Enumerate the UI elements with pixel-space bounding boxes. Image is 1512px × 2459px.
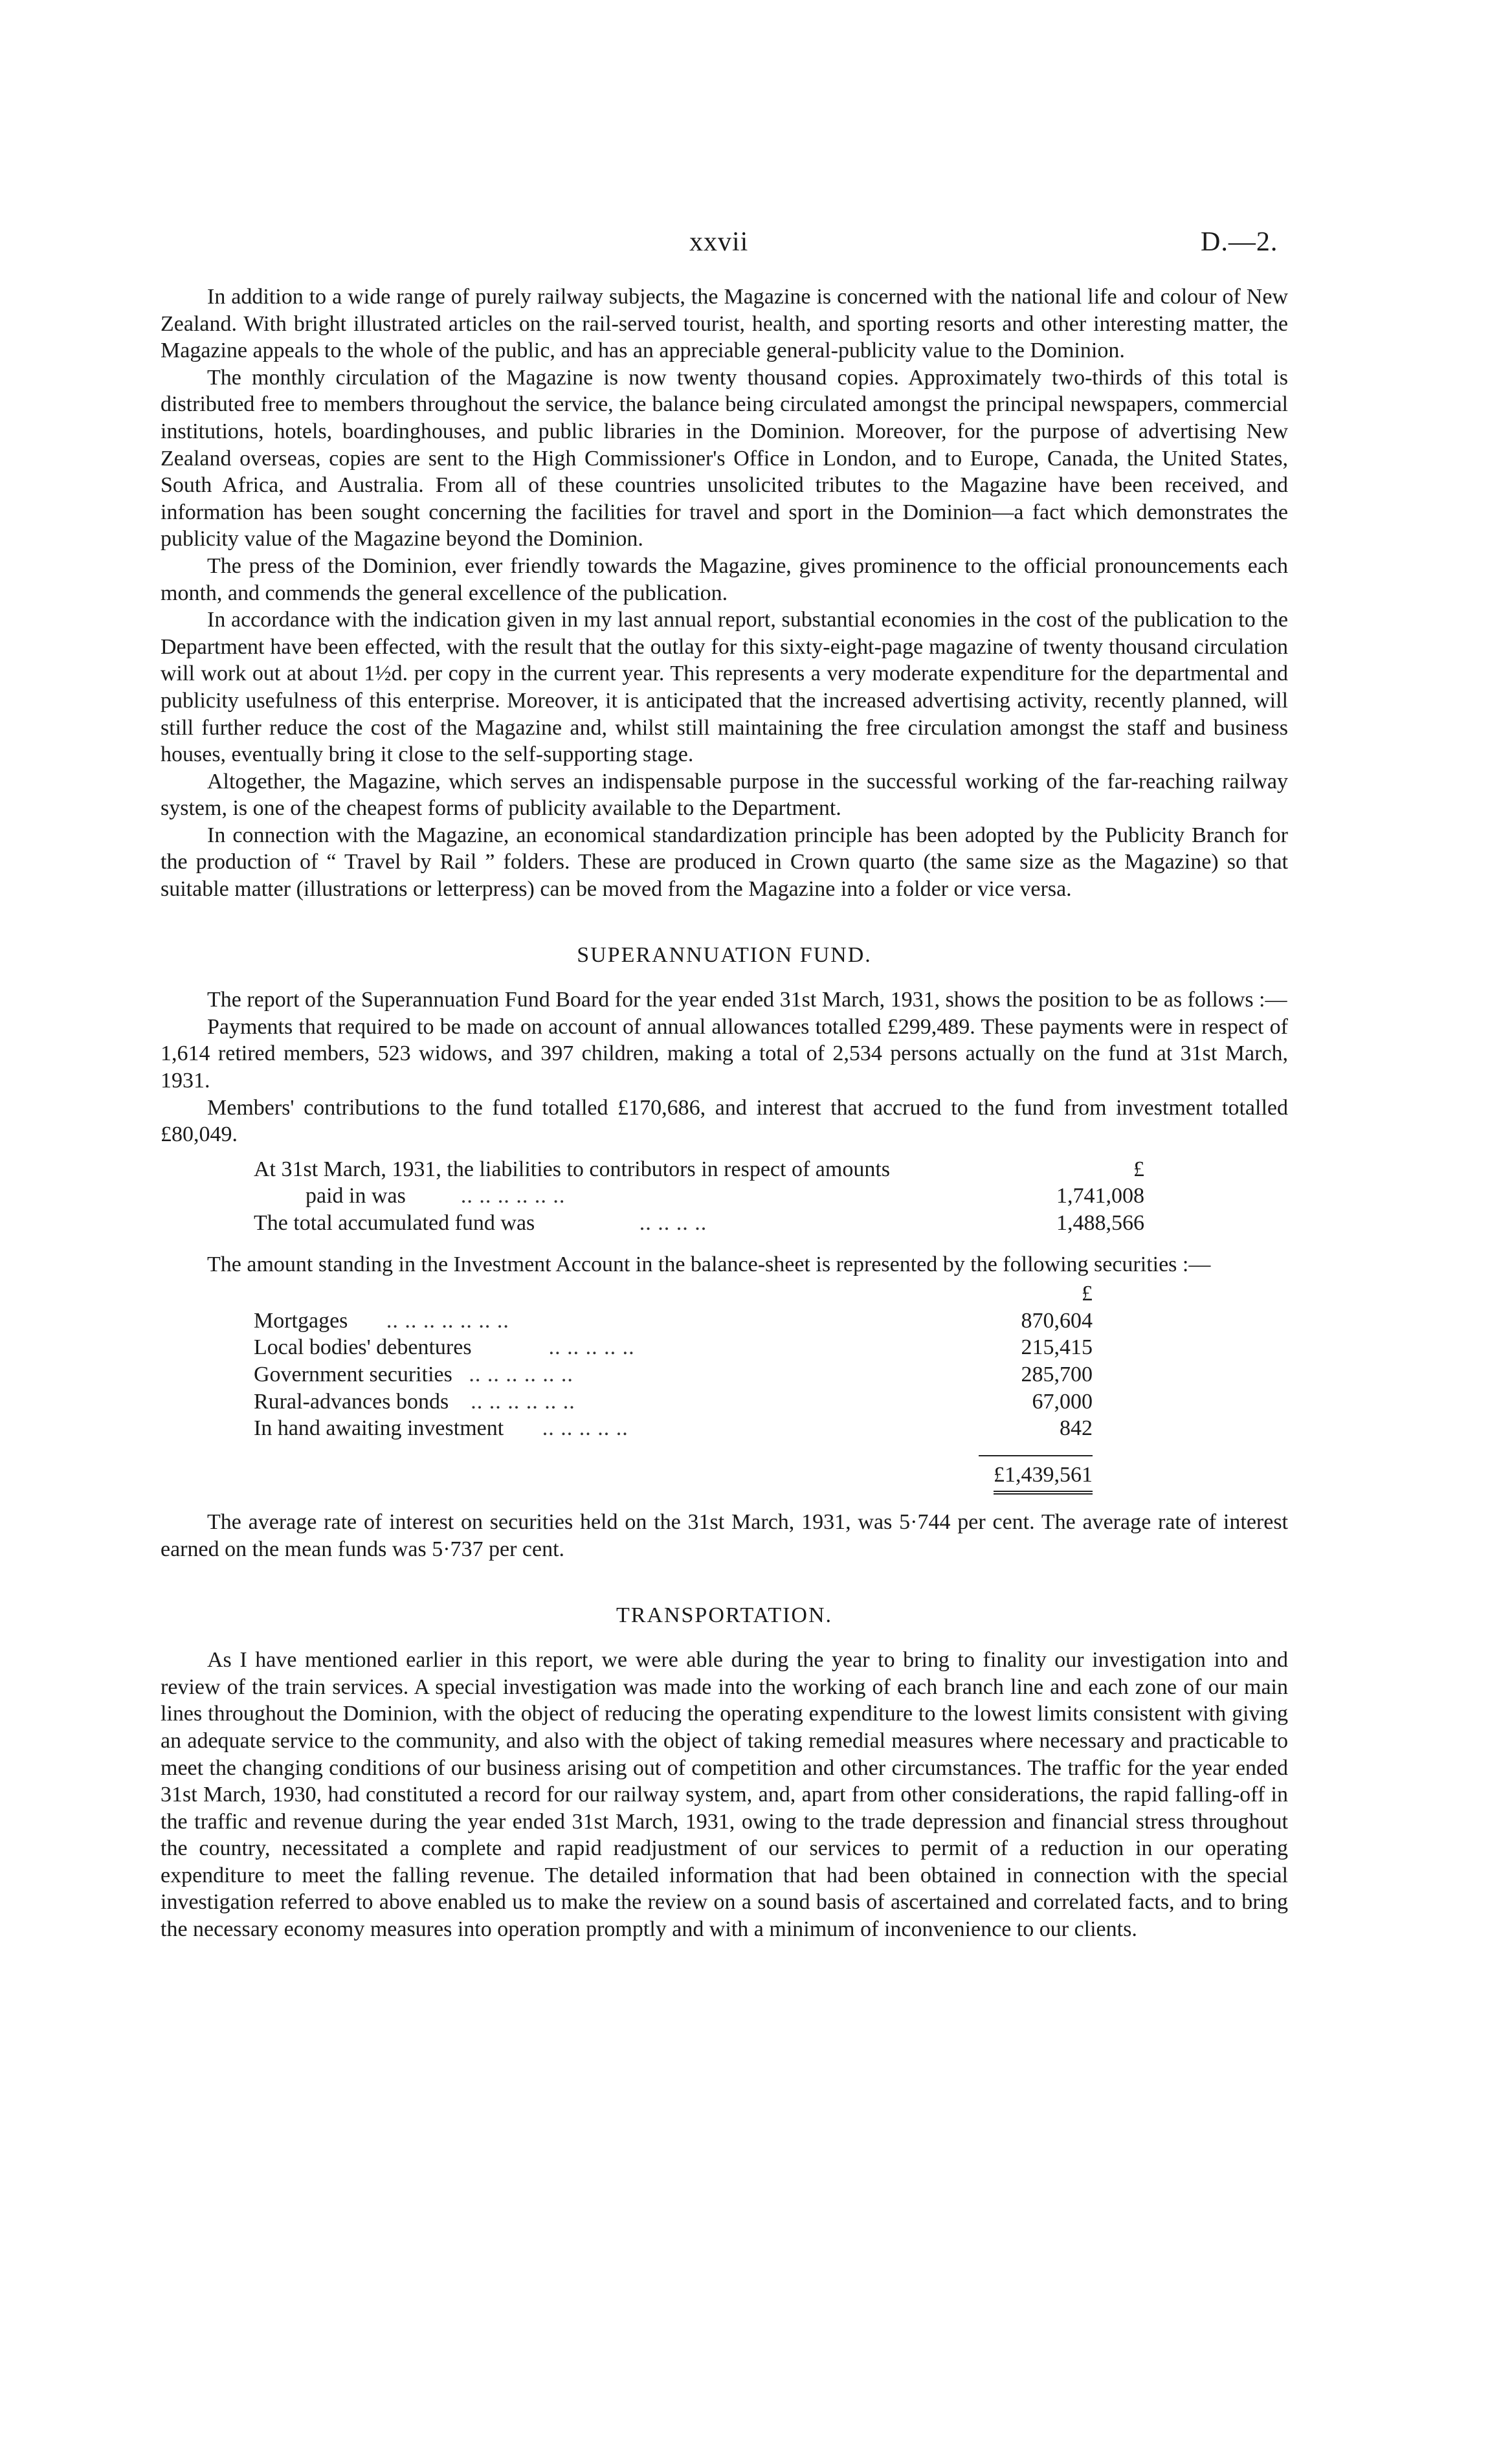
heading-transportation: TRANSPORTATION. — [616, 1603, 833, 1627]
page-number: xxvii — [689, 227, 749, 257]
security-label: Local bodies' debentures — [254, 1335, 472, 1360]
leader-dots: .. .. .. .. .. .. .. — [386, 1308, 509, 1333]
leader-dots: .. .. .. .. .. .. — [460, 1184, 566, 1208]
paragraph-average-interest: The average rate of interest on securities held on the 31st March, 1931, was 5·744 per cent. The average rate of interest earned on the mean funds was 5·737 per cent. — [161, 1510, 1288, 1561]
paragraph-magazine-press: The press of the Dominion, ever friendly towards the Magazine, gives prominence to the official pronouncements each month, and commends the general excellence of the publication. — [161, 553, 1288, 605]
security-label: Mortgages — [254, 1308, 348, 1333]
leader-dots: .. .. .. .. .. — [548, 1335, 635, 1360]
paragraph-magazine-standardization: In connection with the Magazine, an economical standardization principle has been adopted by the Publicity Branch for the production of “ Travel by Rail ” folders. These are produced in Crown quarto (the same size as the Magazine) so that suitable matter (illustrations or letterpress) can be moved from the Magazine into a folder or vice versa. — [161, 823, 1288, 902]
paragraph-superannuation-report: The report of the Superannuation Fund Board for the year ended 31st March, 1931, shows the position to be as follows :— — [207, 988, 1287, 1012]
table-row — [254, 1361, 1093, 1388]
document-body — [161, 284, 1288, 1943]
table-row — [254, 1307, 1093, 1335]
leader-dots: .. .. .. .. .. .. — [471, 1389, 575, 1414]
table-row — [254, 1334, 1093, 1361]
security-label: Rural-advances bonds — [254, 1389, 449, 1414]
heading-superannuation: SUPERANNUATION FUND. — [577, 942, 872, 967]
security-label: Government securities — [254, 1362, 452, 1386]
liabilities-table — [254, 1156, 1144, 1237]
currency-header: £ — [1082, 1282, 1093, 1306]
security-amount: 215,415 — [1021, 1335, 1093, 1360]
security-label: In hand awaiting investment — [254, 1416, 504, 1441]
liabilities-amount: 1,741,008 — [1056, 1184, 1144, 1208]
paragraph-magazine-intro: In addition to a wide range of purely railway subjects, the Magazine is concerned with the national life and colour of New Zealand. With bright illustrated articles on the rail-served tourist, health, and sporting resorts and other interesting matter, the Magazine appeals to the whole of the public, and has an appreciable general-publicity value to the Dominion. — [161, 285, 1288, 363]
table-row — [254, 1415, 1093, 1442]
total-row — [254, 1456, 1093, 1495]
paragraph-magazine-publicity: Altogether, the Magazine, which serves an indispensable purpose in the successful working of the far-reaching railway system, is one of the cheapest forms of publicity available to the Department. — [161, 769, 1288, 821]
paragraph-superannuation-contributions: Members' contributions to the fund totalled £170,686, and interest that accrued to the fund from investment totalled £80,049. — [161, 1095, 1288, 1147]
paragraph-investment-account: The amount standing in the Investment Account in the balance-sheet is represented by the following securities :— — [207, 1252, 1211, 1276]
paragraph-transportation: As I have mentioned earlier in this report, we were able during the year to bring to finality our investigation into and review of the train services. A special investigation was made into the working of each branch line and each zone of our main lines throughout the Dominion, with the object of reducing the operating expenditure to the lowest limits consistent with giving an adequate service to the community, and also with the object of taking remedial measures where necessary and practicable to meet the changing conditions of our business arising out of competition and other circumstances. The traffic for the year ended 31st March, 1930, had constituted a record for our railway system, and, apart from other considerations, the rapid falling-off in the traffic and revenue during the year ended 31st March, 1931, owing to the trade depression and financial stress throughout the country, necessitated a complete and rapid readjustment of our services to permit of a reduction in our operating expenditure to meet the falling revenue. The detailed information that had been obtained in connection with the special investigation referred to above enabled us to make the review on a sound basis of ascertained and correlated facts, and to bring the necessary economy measures into operation promptly and with a minimum of inconvenience to our clients. — [161, 1648, 1288, 1942]
leader-dots: .. .. .. .. .. — [542, 1416, 628, 1441]
security-amount: 285,700 — [1021, 1362, 1093, 1386]
paragraph-superannuation-payments: Payments that required to be made on account of annual allowances totalled £299,489. These payments were in respect of 1,614 retired members, 523 widows, and 397 children, making a total of 2,534 persons actually on the fund at 31st March, 1931. — [161, 1014, 1288, 1093]
document-code: D.—2. — [1201, 227, 1278, 257]
securities-table — [254, 1280, 1093, 1495]
accumulated-fund-label: The total accumulated fund was — [254, 1211, 535, 1235]
liabilities-line: At 31st March, 1931, the liabilities to contributors in respect of amounts — [254, 1157, 890, 1181]
leader-dots: .. .. .. .. — [639, 1211, 707, 1235]
leader-dots: .. .. .. .. .. .. — [469, 1362, 573, 1386]
securities-total: £1,439,561 — [994, 1462, 1093, 1495]
paragraph-magazine-circulation: The monthly circulation of the Magazine is now twenty thousand copies. Approximately two-thirds of this total is distributed free to members throughout the service, the balance being circulated amongst the principal newspapers, commercial institutions, hotels, boardinghouses, and public libraries in the Dominion. Moreover, for the purpose of advertising New Zealand overseas, copies are sent to the High Commissioner's Office in London, and to Europe, Canada, the United States, South Africa, and Australia. From all of these countries unsolicited tributes to the Magazine have been received, and information has been sought concerning the facilities for travel and sport in the Dominion—a fact which demonstrates the publicity value of the Magazine beyond the Dominion. — [161, 365, 1288, 551]
currency-header: £ — [1133, 1157, 1144, 1181]
paragraph-magazine-economies: In accordance with the indication given in my last annual report, substantial economies in the cost of the publication to the Department have been effected, with the result that the outlay for this sixty-eight-page magazine of twenty thousand circulation will work out at about 1½d. per copy in the current year. This represents a very moderate expenditure for the departmental and publicity usefulness of this enterprise. Moreover, it is anticipated that the increased advertising activity, recently planned, will still further reduce the cost of the Magazine and, whilst still maintaining the free circulation amongst the staff and business houses, eventually bring it close to the self-supporting stage. — [161, 608, 1288, 767]
security-amount: 870,604 — [1021, 1308, 1093, 1333]
security-amount: 842 — [1060, 1416, 1093, 1441]
accumulated-fund-amount: 1,488,566 — [1056, 1211, 1144, 1235]
security-amount: 67,000 — [1032, 1389, 1093, 1414]
liabilities-paid-label: paid in was — [306, 1184, 406, 1208]
table-row — [254, 1388, 1093, 1416]
